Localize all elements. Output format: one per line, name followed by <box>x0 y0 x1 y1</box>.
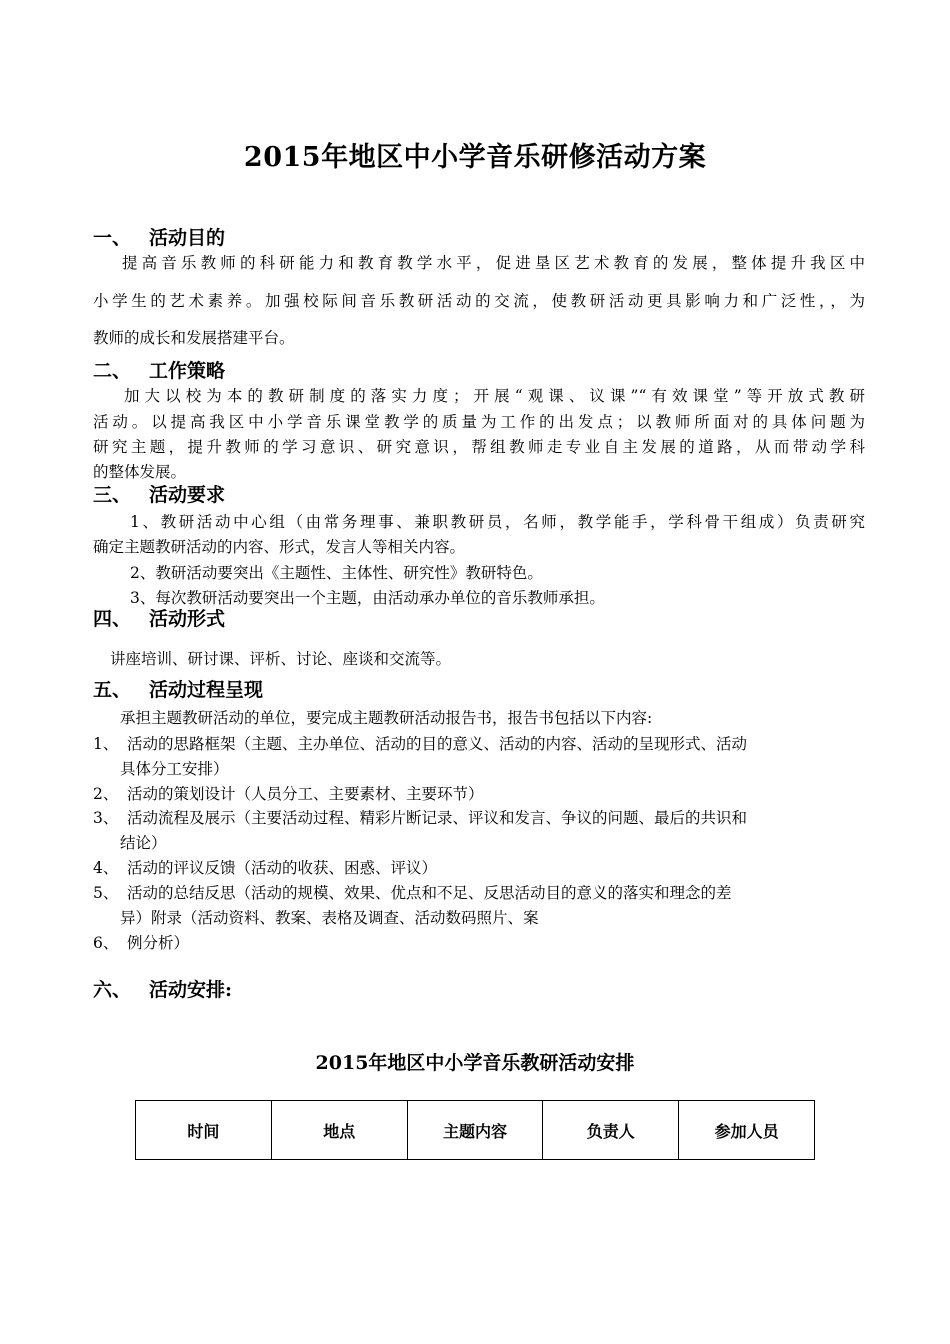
table-header-row <box>136 1101 815 1160</box>
paragraph-line: 加大以校为本的教研制度的落实力度；开展“观课、议课”“有效课堂”等开放式教研 <box>124 387 865 405</box>
column-header: 地点 <box>271 1101 407 1160</box>
schedule-table <box>135 1100 815 1160</box>
section-heading-4: 四、 活动形式 <box>93 608 226 630</box>
list-item: 2、 活动的策划设计（人员分工、主要素材、主要环节） <box>93 785 484 803</box>
schedule-title: 2015年地区中小学音乐教研活动安排 <box>315 1052 635 1074</box>
paragraph-line: 讲座培训、研讨课、评析、讨论、座谈和交流等。 <box>110 650 452 668</box>
list-item-continuation: 结论） <box>120 834 167 852</box>
section-heading-1: 一、 活动目的 <box>93 227 226 249</box>
paragraph-line: 3、每次教研活动要突出一个主题，由活动承办单位的音乐教师承担。 <box>130 589 605 607</box>
paragraph-line: 承担主题教研活动的单位，要完成主题教研活动报告书，报告书包括以下内容: <box>120 709 653 727</box>
paragraph-line: 2、教研活动要突出《主题性、主体性、研究性》教研特色。 <box>130 564 543 582</box>
column-header: 参加人员 <box>679 1101 815 1160</box>
section-heading-5: 五、 活动过程呈现 <box>93 679 264 701</box>
column-header: 主题内容 <box>407 1101 543 1160</box>
section-heading-3: 三、 活动要求 <box>93 484 226 506</box>
list-item: 4、 活动的评议反馈（活动的收获、困惑、评议） <box>93 859 438 877</box>
section-heading-2: 二、 工作策略 <box>93 360 226 382</box>
paragraph-line: 活动。以提高我区中小学音乐课堂教学的质量为工作的出发点；以教师所面对的具体问题为 <box>93 413 865 431</box>
paragraph-line: 的整体发展。 <box>93 463 187 481</box>
list-item: 1、 活动的思路框架（主题、主办单位、活动的目的意义、活动的内容、活动的呈现形式、活动 <box>93 735 748 753</box>
document-title: 2015年地区中小学音乐研修活动方案 <box>243 142 707 173</box>
paragraph-line: 研究主题，提升教师的学习意识、研究意识，帮组教师走专业自主发展的道路，从而带动学科 <box>93 438 865 456</box>
paragraph-line: 提高音乐教师的科研能力和教育教学水平，促进垦区艺术教育的发展，整体提升我区中 <box>122 254 865 272</box>
list-item-continuation: 异）附录（活动资料、教案、表格及调查、活动数码照片、案 <box>120 909 539 927</box>
paragraph-line: 教师的成长和发展搭建平台。 <box>93 329 295 347</box>
list-item-continuation: 具体分工安排） <box>120 760 229 778</box>
list-item: 6、 例分析） <box>93 934 190 952</box>
paragraph-line: 小学生的艺术素养。加强校际间音乐教研活动的交流，使教研活动更具影响力和广泛性，，为 <box>93 292 865 310</box>
section-heading-6: 六、 活动安排: <box>93 979 233 1001</box>
list-item: 5、 活动的总结反思（活动的规模、效果、优点和不足、反思活动目的意义的落实和理念的差 <box>93 884 732 902</box>
paragraph-line: 确定主题教研活动的内容、形式，发言人等相关内容。 <box>93 538 466 556</box>
paragraph-line: 1、教研活动中心组（由常务理事、兼职教研员，名师，教学能手，学科骨干组成）负责研究 <box>130 513 865 531</box>
list-item: 3、 活动流程及展示（主要活动过程、精彩片断记录、评议和发言、争议的问题、最后的共识和 <box>93 809 748 827</box>
column-header: 时间 <box>136 1101 272 1160</box>
column-header: 负责人 <box>543 1101 679 1160</box>
